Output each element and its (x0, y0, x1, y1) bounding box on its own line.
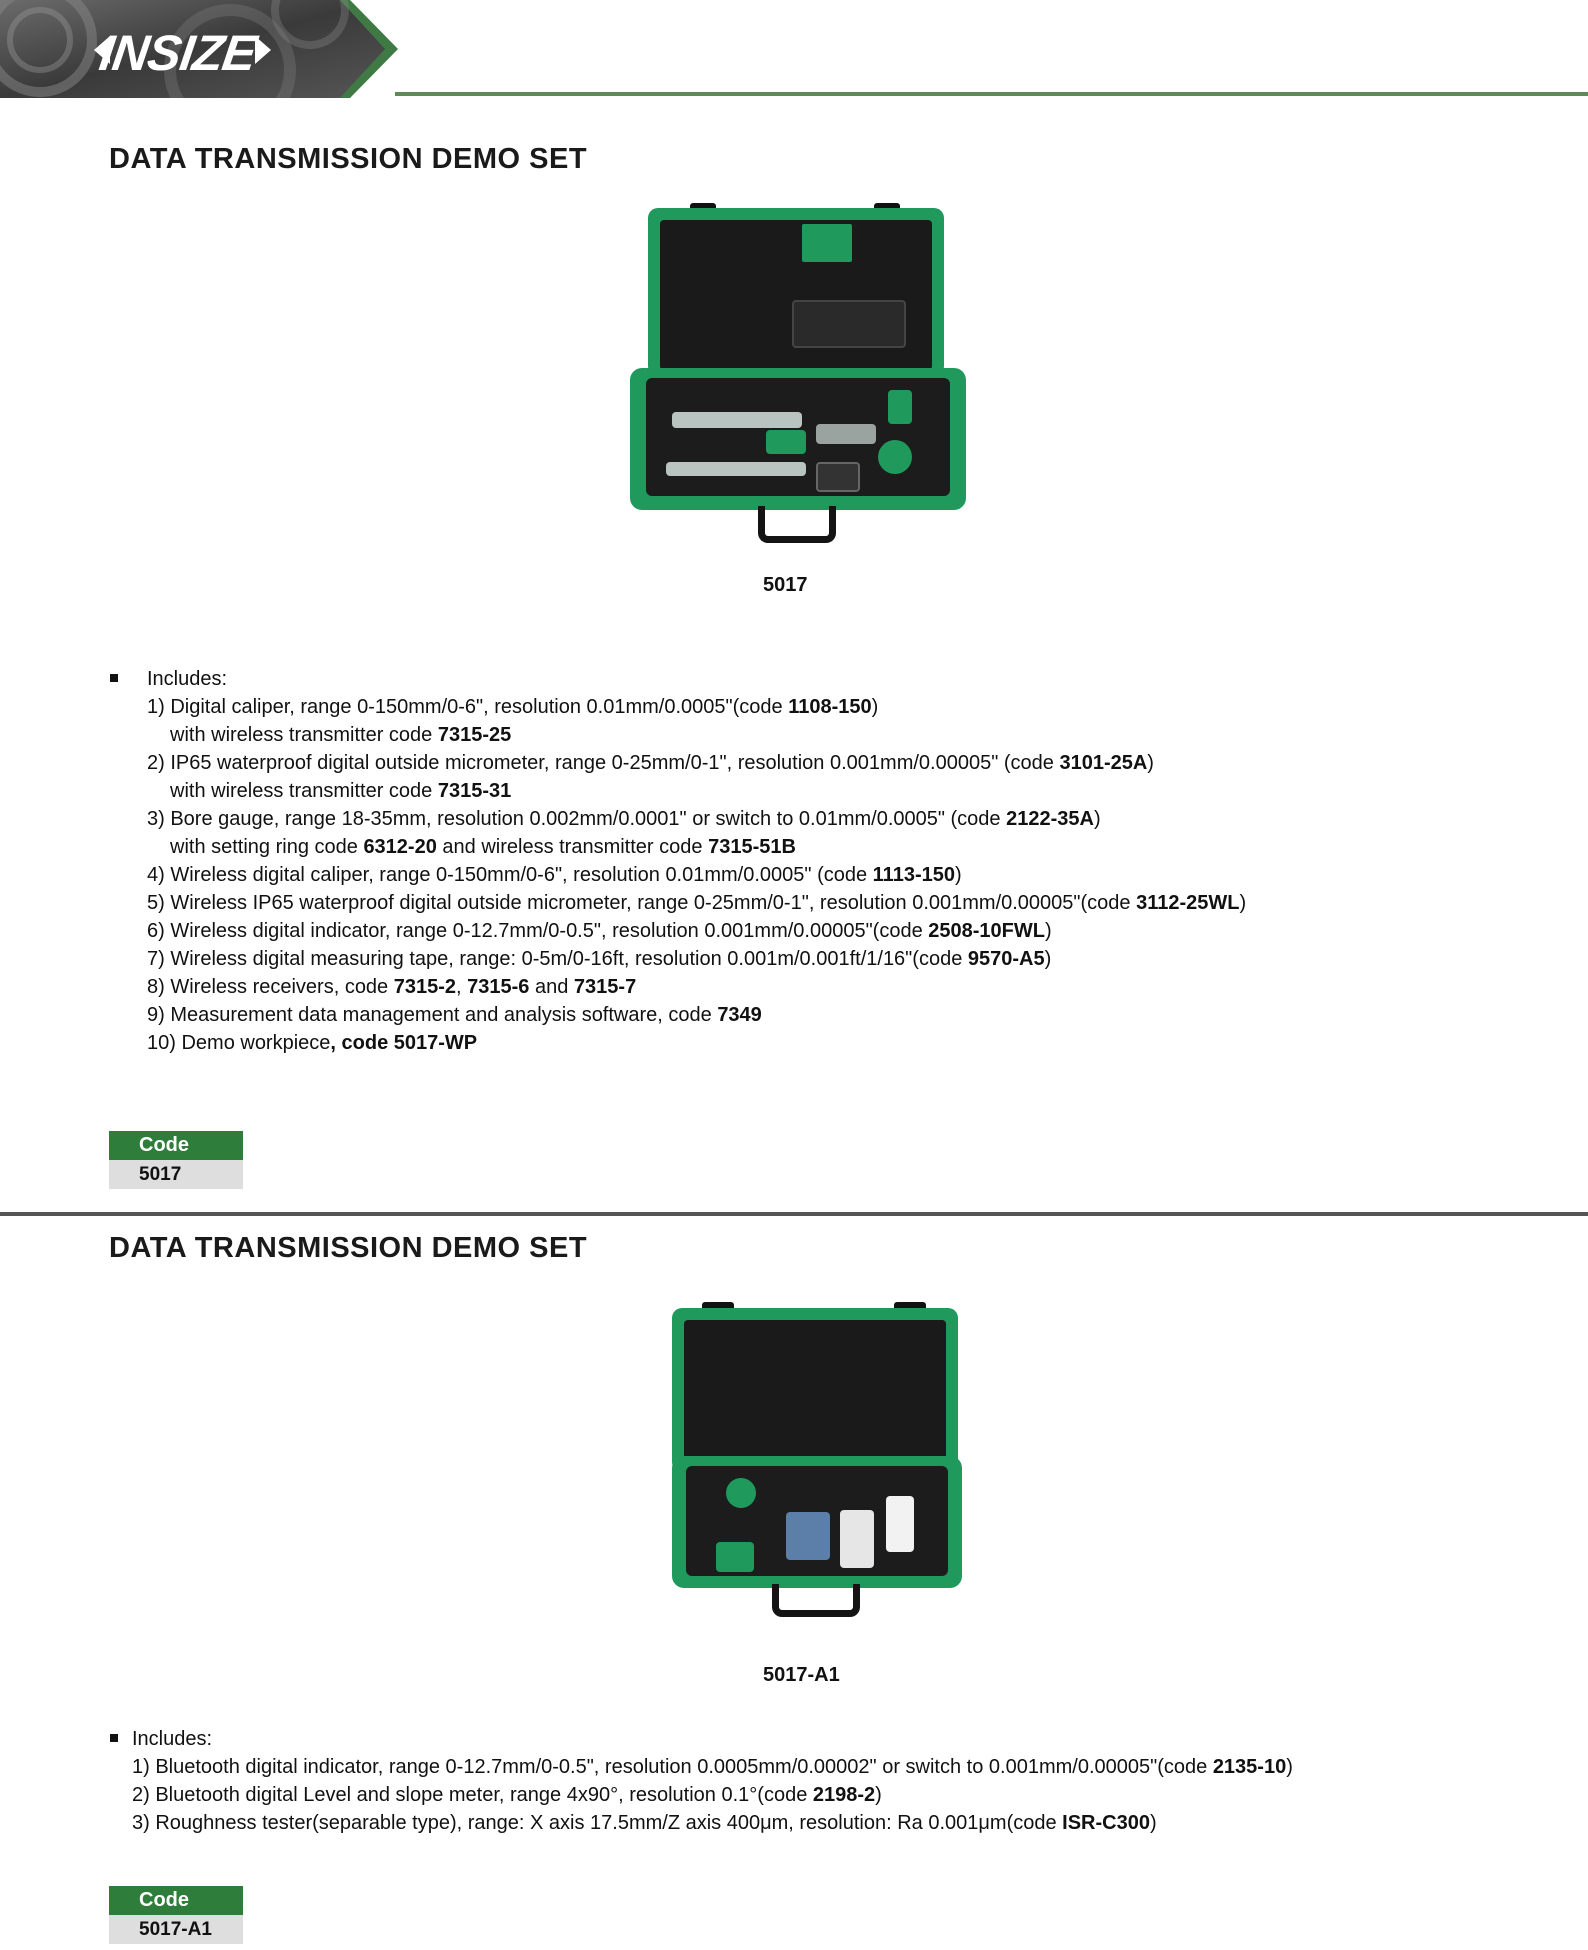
includes-list-1 (147, 665, 1246, 1057)
case-handle-icon (772, 1584, 860, 1617)
lid-pocket (802, 224, 852, 262)
list-item: with setting ring code 6312-20 and wireless transmitter code 7315-51B (170, 836, 796, 858)
list-item: 6) Wireless digital indicator, range 0-12.7mm/0-0.5", resolution 0.001mm/0.00005"(code 2508-10FWL) (147, 920, 1052, 942)
product-image-5017 (630, 200, 966, 546)
list-item: with wireless transmitter code 7315-31 (170, 780, 512, 802)
model-label-5017: 5017 (763, 574, 808, 596)
code-table-2 (109, 1886, 243, 1944)
receiver-icon (816, 462, 860, 492)
indicator-icon (878, 440, 912, 474)
list-item: 8) Wireless receivers, code 7315-2, 7315-6 and 7315-7 (147, 976, 637, 998)
code-table-value: 5017 (109, 1160, 243, 1189)
list-item: 4) Wireless digital caliper, range 0-150mm/0-6", resolution 0.01mm/0.0005" (code 1113-150) (147, 864, 962, 886)
tester-display-icon (840, 1510, 874, 1568)
section-2-title: DATA TRANSMISSION DEMO SET (109, 1232, 588, 1264)
list-item: 10) Demo workpiece, code 5017-WP (147, 1032, 478, 1054)
list-item: with wireless transmitter code 7315-25 (170, 724, 512, 746)
bullet-icon (110, 1734, 118, 1742)
code-table-1 (109, 1131, 243, 1189)
caliper-icon (666, 462, 806, 476)
bluetooth-indicator-icon (726, 1478, 756, 1508)
measuring-tape-icon (888, 390, 912, 424)
case-handle-icon (758, 506, 836, 543)
transmitter-icon (766, 430, 806, 454)
list-item: 2) Bluetooth digital Level and slope meter, range 4x90°, resolution 0.1°(code 2198-2) (132, 1784, 882, 1806)
header-rule (395, 92, 1588, 96)
micrometer-icon (816, 424, 876, 444)
code-table-header: Code (109, 1886, 243, 1915)
code-table-header: Code (109, 1131, 243, 1160)
list-item: 3) Roughness tester(separable type), range: X axis 17.5mm/Z axis 400μm, resolution: Ra 0.001μm(code ISR-C300) (132, 1812, 1157, 1834)
includes-label: Includes: (147, 668, 228, 690)
code-table-value: 5017-A1 (109, 1915, 243, 1944)
section-divider (0, 1212, 1588, 1216)
roughness-tester-icon (786, 1512, 830, 1560)
page-header (0, 0, 1588, 100)
includes-label: Includes: (132, 1728, 213, 1750)
product-image-5017-A1 (668, 1300, 966, 1616)
case-lid-foam (684, 1320, 946, 1466)
list-item: 5) Wireless IP65 waterproof digital outside micrometer, range 0-25mm/0-1", resolution 0.001mm/0.00005"(code 3112-25WL) (147, 892, 1247, 914)
list-item: 2) IP65 waterproof digital outside micrometer, range 0-25mm/0-1", resolution 0.001mm/0.00005" (code 3101-25A) (147, 752, 1154, 774)
brand-logo: INSIZE (96, 25, 260, 81)
bullet-icon (110, 674, 118, 682)
list-item: 3) Bore gauge, range 18-35mm, resolution 0.002mm/0.0001" or switch to 0.01mm/0.0005" (code 2122-35A) (147, 808, 1101, 830)
list-item: 9) Measurement data management and analysis software, code 7349 (147, 1004, 762, 1026)
section-1-title: DATA TRANSMISSION DEMO SET (109, 143, 588, 175)
includes-list-2 (132, 1725, 1293, 1837)
tester-probe-icon (886, 1496, 914, 1552)
list-item: 1) Bluetooth digital indicator, range 0-12.7mm/0-0.5", resolution 0.0005mm/0.00002" or switch to 0.001mm/0.00005"(code 2135-10) (132, 1756, 1293, 1778)
caliper-icon (672, 412, 802, 428)
level-meter-icon (716, 1542, 754, 1572)
list-item: 1) Digital caliper, range 0-150mm/0-6", resolution 0.01mm/0.0005"(code 1108-150) (147, 696, 879, 718)
list-item: 7) Wireless digital measuring tape, range: 0-5m/0-16ft, resolution 0.001m/0.001ft/1/16"(code 9570-A5) (147, 948, 1052, 970)
logo-right-arrow-icon (255, 36, 271, 64)
bore-gauge-icon (792, 300, 906, 348)
model-label-5017-A1: 5017-A1 (763, 1664, 840, 1686)
